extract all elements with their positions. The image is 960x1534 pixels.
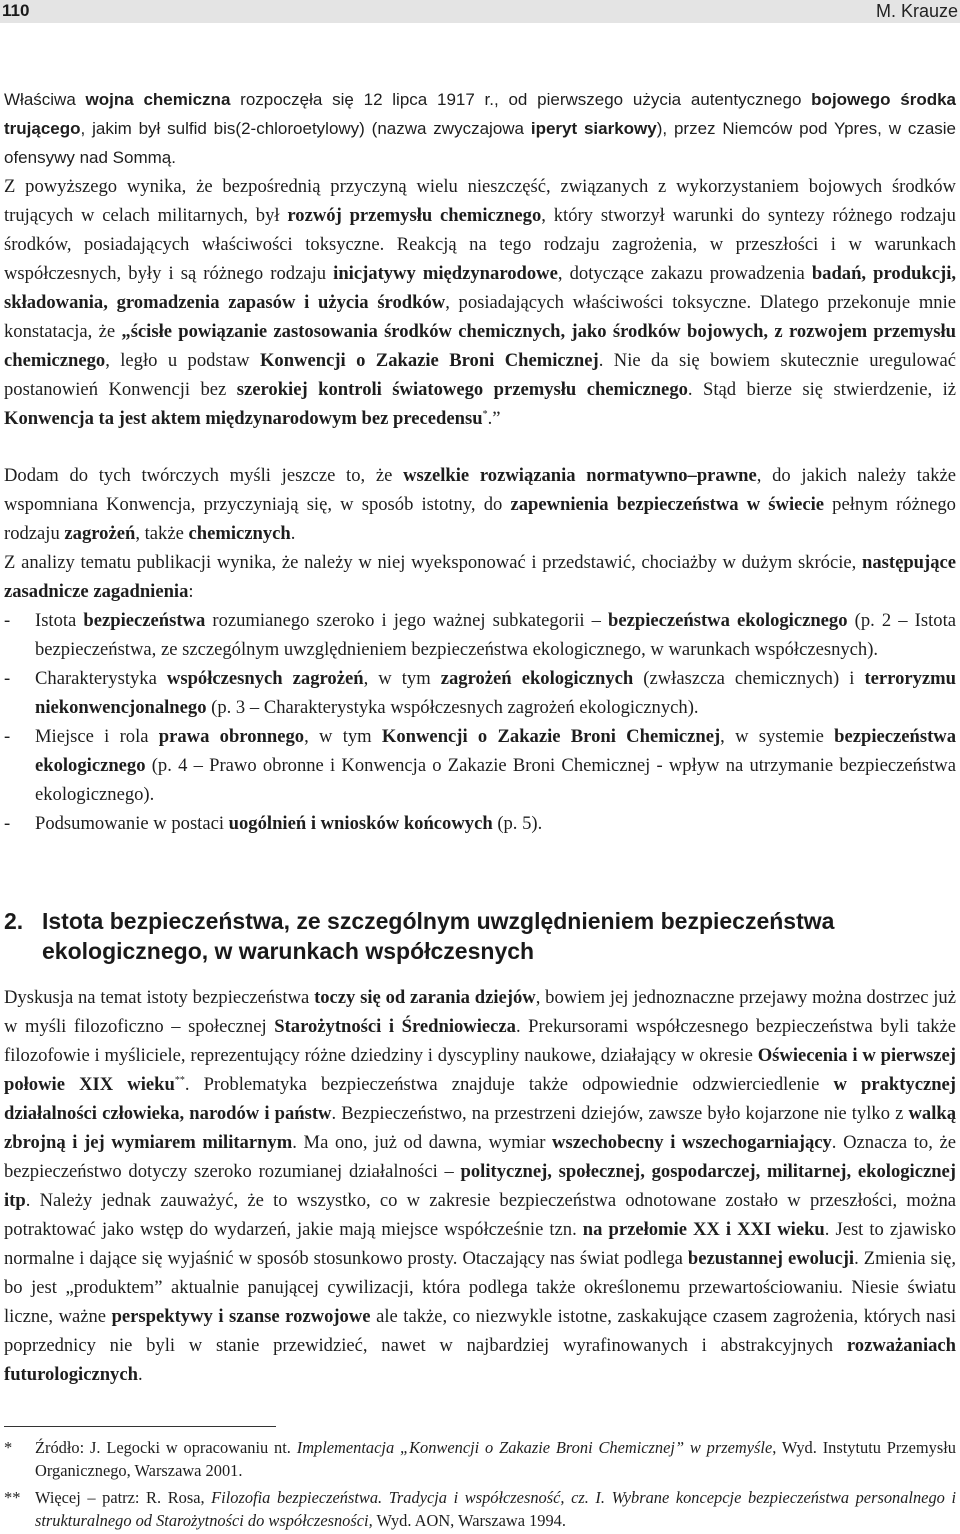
footnote-ref-1: * xyxy=(482,408,488,420)
paragraph-3: Z analizy tematu publikacji wynika, że należy w niej wyeksponować i przedstawić, chociażby w dużym skrócie, następujące zasadnicze zagadnienia: xyxy=(4,552,956,602)
list-item: - Podsumowanie w postaci uogólnień i wniosków końcowych (p. 5). xyxy=(4,813,543,834)
footnote-ref-2: ** xyxy=(174,1074,185,1086)
paragraph-4: Dyskusja na temat istoty bezpieczeństwa toczy się od zarania dziejów, bowiem jej jednoznaczne przejawy można dostrzec już w myśli filozoficzno – społecznej Starożytności i Średniowiecza. Prekursorami współczesnego bezpieczeństwa byli także filozofowie i myśliciele, reprezentujący różne dziedziny i dyscypliny naukowe, działający w okresie Oświecenia i w pierwszej połowie XIX wieku**. Problematyka bezpieczeństwa znajduje także odpowiednie odzwierciedlenie w praktycznej działalności człowieka, narodów i państw. Bezpieczeństwo, na przestrzeni dziejów, zawsze było kojarzone nie tylko z walką zbrojną i jej wymiarem militarnym. Ma ono, już od dawna, wymiar wszechobecny i wszechogarniający. Oznacza to, że bezpieczeństwo dotyczy szeroko rozumianej działalności – politycznej, społecznej, gospodarczej, militarnej, ekologicznej itp. Należy jednak zauważyć, że to wszystko, co w zakresie bezpieczeństwa odnotowane zostało w przeszłości, można potraktować jako wstęp do wydarzeń, jakie mają miejsce współcześnie tzn. na przełomie XX i XXI wieku. Jest to zjawisko normalne i dające się wyjaśnić w sposób stosunkowo prosty. Otaczający nas świat podlega bezustannej ewolucji. Zmienia się, bo jest „produktem” aktualnie panującej cywilizacji, która podlega także określonemu przewartościowaniu. Niesie światu liczne, ważne perspektywy i szanse rozwojowe ale także, co niezwykle istotne, zaskakujące czasem zagrożenia, których nasi poprzednicy nie byli w stanie przewidzieć, nawet w najbardziej wyrafinowanych i abstrakcyjnych rozważaniach futurologicznych. xyxy=(4,987,956,1385)
section-number: 2. xyxy=(4,908,24,934)
footnote-separator xyxy=(4,1426,276,1427)
paragraph-1: Z powyższego wynika, że bezpośrednią przyczyną wielu nieszczęść, związanych z wykorzystaniem bojowych środków trujących w celach militarnych, był rozwój przemysłu chemicznego, który stworzył warunki do syntezy różnego rodzaju środków, posiadających właściwości toksyczne. Reakcją na tego rodzaju zagrożenia, w przeszłości i w warunkach współczesnych, były i są różnego rodzaju inicjatywy międzynarodowe, dotyczące zakazu prowadzenia badań, produkcji, składowania, gromadzenia zapasów i użycia środków, posiadających właściwości toksyczne. Dlatego przekonuje mnie konstatacja, że „ścisłe powiązanie zastosowania środków chemicznych, jako środków bojowych, z rozwojem przemysłu chemicznego, legło u podstaw Konwencji o Zakazie Broni Chemicznej. Nie da się bowiem skutecznie uregulować postanowień Konwencji bez szerokiej kontroli światowego przemysłu chemicznego. Stąd bierze się stwierdzenie, iż Konwencja ta jest aktem międzynarodowym bez precedensu*.” xyxy=(4,176,957,429)
section-heading xyxy=(4,906,956,966)
list-item: - Miejsce i rola prawa obronnego, w tym Konwencji o Zakazie Broni Chemicznej, w systemie bezpieczeństwa ekologicznego (p. 4 – Prawo obronne i Konwencja o Zakazie Broni Chemicznej - wpływ na utrzymanie bezpieczeństwa ekologicznego). xyxy=(4,726,956,805)
list-item: - Istota bezpieczeństwa rozumianego szeroko i jego ważnej subkategorii – bezpieczeństwa ekologicznego (p. 2 – Istota bezpieczeństwa, ze szczególnym uwzględnieniem bezpieczeństwa ekologicznego, w warunkach współczesnych). xyxy=(4,610,956,660)
running-header xyxy=(0,0,960,23)
footnote-mark: ** xyxy=(4,1488,21,1507)
paragraph-2: Dodam do tych twórczych myśli jeszcze to, że wszelkie rozwiązania normatywno–prawne, do jakich należy także wspomniana Konwencja, przyczyniają się, w sposób istotny, do zapewnienia bezpieczeństwa w świecie pełnym różnego rodzaju zagrożeń, także chemicznych. xyxy=(4,465,957,544)
running-author: M. Krauze xyxy=(875,1,958,21)
topic-list xyxy=(4,606,956,838)
section-title: Istota bezpieczeństwa, ze szczególnym uwzględnieniem bezpieczeństwa ekologicznego, w warunkach współczesnych xyxy=(42,908,835,964)
page-number: 110 xyxy=(2,1,30,20)
footnote-1: * Źródło: J. Legocki w opracowaniu nt. Implementacja „Konwencji o Zakazie Broni Chemicznej” w przemyśle, Wyd. Instytutu Przemysłu Organicznego, Warszawa 2001. xyxy=(4,1438,957,1480)
footnote-mark: * xyxy=(4,1438,13,1457)
footnote-2: ** Więcej – patrz: R. Rosa, Filozofia bezpieczeństwa. Tradycja i współczesność, cz. I. Wybrane koncepcje bezpieczeństwa personalnego i strukturalnego od Starożytności do współczesności, Wyd. AON, Warszawa 1994. xyxy=(4,1488,956,1530)
intro-paragraph: Właściwa wojna chemiczna rozpoczęła się 12 lipca 1917 r., od pierwszego użycia autentycznego bojowego środka trującego, jakim był sulfid bis(2-chloroetylowy) (nazwa zwyczajowa iperyt siarkowy), przez Niemców pod Ypres, w czasie ofensywy nad Sommą. xyxy=(4,90,957,167)
list-item: - Charakterystyka współczesnych zagrożeń, w tym zagrożeń ekologicznych (zwłaszcza chemicznych) i terroryzmu niekonwencjonalnego (p. 3 – Charakterystyka współczesnych zagrożeń ekologicznych). xyxy=(4,668,956,718)
